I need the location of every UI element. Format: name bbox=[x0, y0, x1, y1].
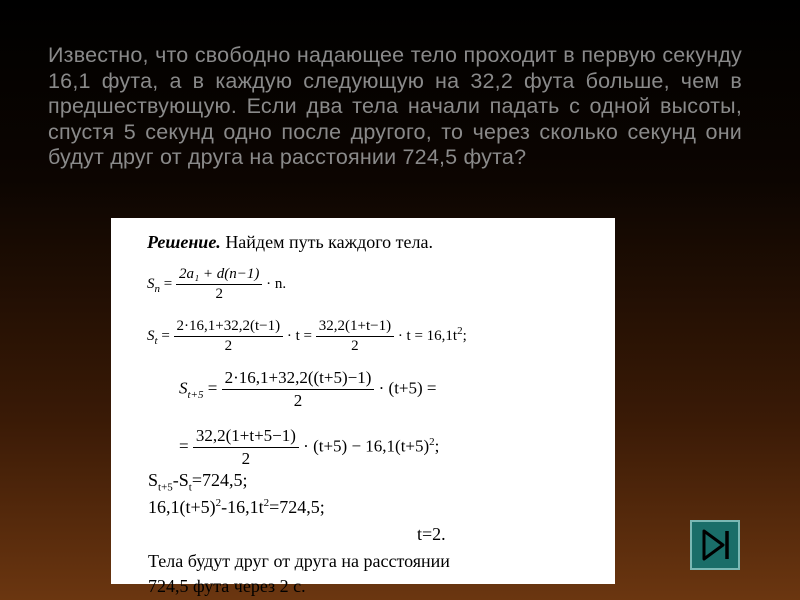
equation-result: t=2. bbox=[417, 524, 446, 544]
next-slide-button[interactable] bbox=[690, 520, 740, 570]
solution-intro: Найдем путь каждого тела. bbox=[225, 232, 433, 252]
fraction: $\frac{32,2(1+t+5-1)}{2}$ bbox=[193, 426, 299, 469]
formula-sum-n: $S_n$ = $\frac{\text{2a₁ + d(n−1)}}{2}$ · n. bbox=[147, 266, 287, 302]
fraction: $\frac{32,2(1+t-1)}{2}$ bbox=[316, 318, 394, 355]
fraction: $\frac{\text{2a₁ + d(n−1)}}{2}$ bbox=[176, 266, 262, 303]
solution-heading bbox=[147, 232, 433, 253]
formula-sum-t: $S_t$ = $\frac{2\cdot 16,1+32,2(t-1)}{2}$ · t = $\frac{32,2(1+t-1)}{2}$ · $t = 16,1t^2$; bbox=[147, 318, 467, 354]
problem-statement: Известно, что свободно надающее тело проходит в первую секунду 16,1 фута, а в каждую следующую на 32,2 фута больше, чем в предшествующую. Если два тела начали падать с одной высоты, спустя 5 секунд одно после другого, то через сколько секунд они будут друг от друга на расстоянии 724,5 фута? bbox=[48, 43, 742, 169]
solution-panel bbox=[111, 218, 615, 596]
fraction: $\frac{2\cdot 16,1+32,2((t+5)-1)}{2}$ bbox=[222, 368, 375, 411]
skip-to-end-icon bbox=[692, 522, 738, 568]
fraction: $\frac{2\cdot 16,1+32,2(t-1)}{2}$ bbox=[174, 318, 284, 355]
answer-line-1: Тела будут друг от друга на расстоянии bbox=[148, 551, 450, 571]
equation-difference: $S_{t+5}-S_t=724,5$; bbox=[148, 470, 248, 494]
formula-sum-t-plus-5: $S_{t+5}$ = $\frac{2\cdot 16,1+32,2((t+5)-1)}{2}$ · (t+5) = bbox=[179, 368, 437, 410]
solution-label: Решение. bbox=[147, 232, 221, 252]
answer-line-2: 724,5 фута через 2 с. bbox=[148, 576, 306, 596]
equation-expanded: $16,1(t+5)^2-16,1t^2=724,5$; bbox=[148, 497, 325, 517]
formula-sum-t-plus-5-cont: = $\frac{32,2(1+t+5-1)}{2}$ · $(t+5) - 16,1(t+5)^2$; bbox=[179, 426, 440, 468]
